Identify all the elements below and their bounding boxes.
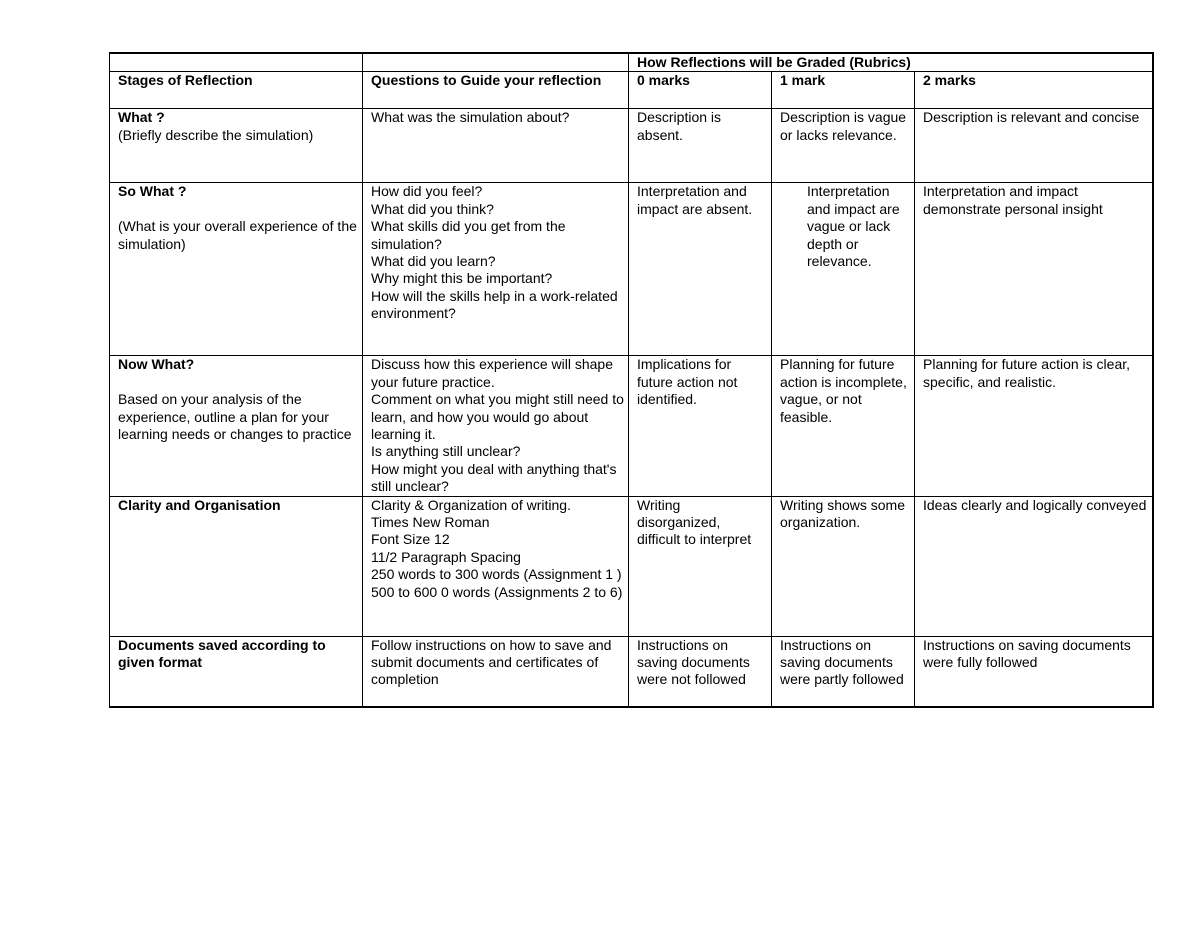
marks-0-cell: Instructions on saving documents were not followed [629,636,772,707]
stage-title: What ? [118,109,165,126]
stage-title: Documents saved according to given format [118,636,326,671]
spacer [118,201,358,218]
stage-title: Clarity and Organisation [118,496,281,513]
question-line: Follow instructions on how to save and submit documents and certificates of completion [371,636,612,688]
grading-header: How Reflections will be Graded (Rubrics) [629,53,1153,72]
question-line: What did you learn? [371,253,496,270]
questions-cell [363,636,629,707]
marks-0-cell: Implications for future action not identified. [629,356,772,496]
stage-cell [110,183,363,356]
question-line: Discuss how this experience will shape your future practice. [371,356,613,390]
column-header-stages: Stages of Reflection [110,72,363,109]
column-header-0-marks: 0 marks [629,72,772,109]
question-line: What skills did you get from the simulation? [371,218,566,252]
table-row [110,496,1153,636]
empty-header-cell [363,53,629,72]
marks-1-cell: Instructions on saving documents were partly followed [772,636,915,707]
marks-2-cell: Planning for future action is clear, specific, and realistic. [915,356,1153,496]
question-line: Why might this be important? [371,270,553,287]
stage-cell [110,636,363,707]
marks-1-cell: Description is vague or lacks relevance. [772,109,915,183]
question-line: Clarity & Organization of writing. [371,496,571,513]
question-line: 11/2 Paragraph Spacing [371,548,521,565]
stage-description: Based on your analysis of the experience, outline a plan for your learning needs or changes to practice [118,391,352,443]
question-line: Font Size 12 [371,531,450,548]
questions-cell [363,183,629,356]
table-row [110,183,1153,356]
marks-2-cell: Instructions on saving documents were fully followed [915,636,1153,707]
question-line: Times New Roman [371,514,490,531]
question-line: How did you feel? [371,183,483,200]
question-line: How will the skills help in a work-related environment? [371,287,618,322]
stage-description: (What is your overall experience of the simulation) [118,218,357,252]
column-header-questions: Questions to Guide your reflection [363,72,629,109]
spacer [118,374,358,391]
marks-0-cell: Interpretation and impact are absent. [629,183,772,356]
marks-1-cell: Writing shows some organization. [772,496,915,636]
question-line: What was the simulation about? [371,109,570,126]
question-line: 500 to 600 0 words (Assignments 2 to 6) [371,583,623,600]
rubric-table [109,52,1154,708]
marks-0-cell: Writing disorganized, difficult to interpret [629,496,772,636]
empty-header-cell [110,53,363,72]
table-row [110,636,1153,707]
table-row [110,356,1153,496]
marks-1-cell: Interpretation and impact are vague or lack depth or relevance. [772,183,915,356]
question-line: How might you deal with anything that's still unclear? [371,460,617,495]
header-row [110,53,1153,72]
column-header-row [110,72,1153,109]
question-line: What did you think? [371,200,494,217]
marks-1-cell: Planning for future action is incomplete, vague, or not feasible. [772,356,915,496]
stage-cell [110,356,363,496]
stage-description: (Briefly describe the simulation) [118,126,314,143]
stage-cell [110,109,363,183]
marks-0-cell: Description is absent. [629,109,772,183]
question-line: Comment on what you might still need to learn, and how you would go about learning it. [371,391,624,443]
marks-2-cell: Interpretation and impact demonstrate personal insight [915,183,1153,356]
stage-title: Now What? [118,356,195,373]
marks-2-cell: Description is relevant and concise [915,109,1153,183]
questions-cell [363,109,629,183]
stage-title: So What ? [118,183,187,200]
question-line: Is anything still unclear? [371,443,521,460]
column-header-1-mark: 1 mark [772,72,915,109]
question-line: 250 words to 300 words (Assignment 1 ) [371,566,622,583]
marks-2-cell: Ideas clearly and logically conveyed [915,496,1153,636]
column-header-2-marks: 2 marks [915,72,1153,109]
questions-cell [363,496,629,636]
table-row [110,109,1153,183]
stage-cell [110,496,363,636]
questions-cell [363,356,629,496]
